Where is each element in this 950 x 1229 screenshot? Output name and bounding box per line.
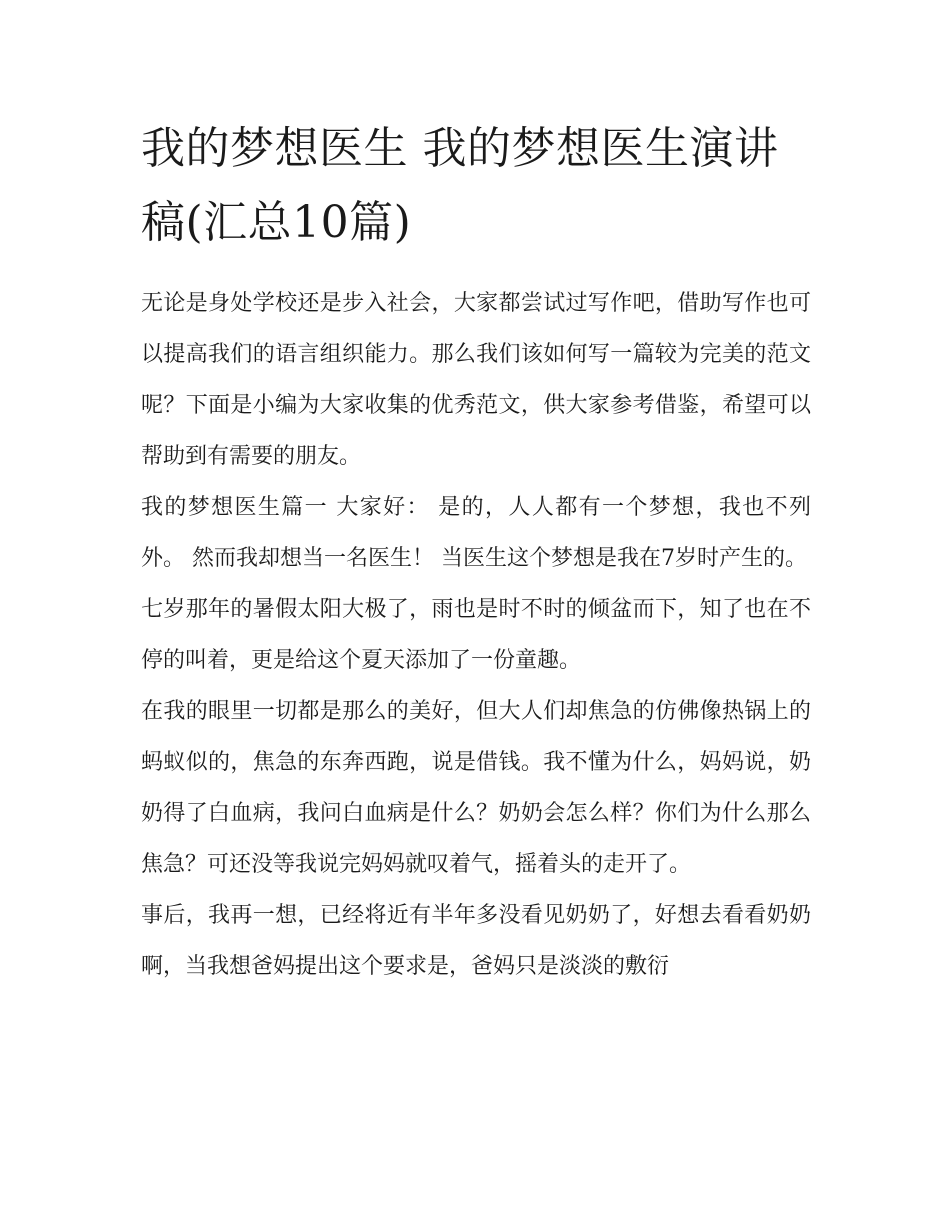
paragraph-1: 我的梦想医生篇一 大家好： 是的，人人都有一个梦想，我也不列外。 然而我却想当一名医生！ 当医生这个梦想是我在7岁时产生的。 xyxy=(141,495,811,571)
document-page xyxy=(141,112,811,992)
document-title: 我的梦想医生 我的梦想医生演讲稿(汇总10篇) xyxy=(141,123,779,248)
paragraph-intro: 无论是身处学校还是步入社会，大家都尝试过写作吧，借助写作也可以提高我们的语言组织能力。那么我们该如何写一篇较为完美的范文呢？下面是小编为大家收集的优秀范文，供大家参考借鉴，希望可以帮助到有需要的朋友。 xyxy=(141,291,811,469)
paragraph-2: 七岁那年的暑假太阳大极了，雨也是时不时的倾盆而下，知了也在不停的叫着，更是给这个夏天添加了一份童趣。 xyxy=(141,597,811,673)
paragraph-4: 事后，我再一想，已经将近有半年多没看见奶奶了，好想去看看奶奶啊，当我想爸妈提出这个要求是，爸妈只是淡淡的敷衍 xyxy=(141,903,811,979)
paragraph-3: 在我的眼里一切都是那么的美好，但大人们却焦急的仿佛像热锅上的蚂蚁似的，焦急的东奔西跑，说是借钱。我不懂为什么，妈妈说，奶奶得了白血病，我问白血病是什么？奶奶会怎么样？你们为什么那么焦急？可还没等我说完妈妈就叹着气，摇着头的走开了。 xyxy=(141,699,811,877)
